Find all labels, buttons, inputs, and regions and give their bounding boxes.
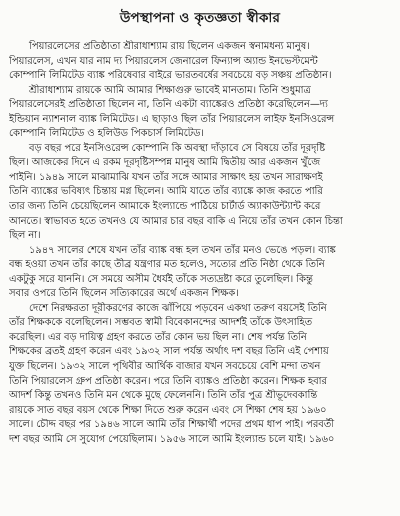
text-line: কোম্পানি লিমিটেড ব্যাঙ্ক পরিষেবার বাইরে ভারতবর্ষের সবচেয়ে বড় সঞ্চয় প্রতিষ্ঠান। <box>9 70 332 82</box>
text-line: তার জন্য তিনি চেয়েছিলেন আমাকে ইংল্যান্ডে পাঠিয়ে চার্টার্ড অ্যাকাউন্ট্যান্ট করে <box>9 201 321 213</box>
text-line: দেশে নিরক্ষরতা দূরীকরণের কাজে ঝাঁপিয়ে পড়বেন একথা তরুণ বয়সেই তিনি <box>29 302 327 314</box>
text-line: বন্ধ হওয়া তখন তাঁর কাছে তীব্র যন্ত্রণার মত হলেও, সত্যের প্রতি নিষ্ঠা থেকে তিনি <box>9 259 325 271</box>
text-line: পিয়ারলেসের প্রতিষ্ঠাতা শ্রীরাধাশ্যাম রায় ছিলেন একজন স্বনামধন্য মানুষ। <box>29 41 310 52</box>
text-line: সবার ওপরে তিনি ছিলেন সত্যিকারের অর্থে একজন শিক্ষক। <box>9 288 239 300</box>
paragraph-1 <box>9 40 391 84</box>
text-line: শিক্ষকের ব্রতই গ্রহণ করেন এবং ১৯৩২ সাল পর্যন্ত অর্থাৎ দশ বছর তিনি এই পেশায় <box>9 346 329 358</box>
text-line: আদর্শ কিন্তু তখনও তিনি মন থেকে মুছে ফেলেননি। তিনি তাঁর পুত্র শ্রীভূদেবকান্তি <box>9 390 318 402</box>
text-line: রায়কে সাত বছর বয়স থেকে শিক্ষা দিতে শুরু করেন এবং সে শিক্ষা শেষ হয় ১৯৬০ <box>9 404 327 416</box>
text-line: ছিল না। <box>9 230 41 242</box>
text-line: শ্রীরাধাশ্যাম রায়কে আমি আমার শিক্ষাগুরু ভাবেই মানতাম। তিনি শুধুমাত্র <box>29 84 311 96</box>
document-title: উপস্থাপনা ও কৃতজ্ঞতা স্বীকার <box>119 10 281 26</box>
paragraph-5 <box>9 302 391 447</box>
text-line: ইন্ডিয়ান ন্যাশনাল ব্যাঙ্ক লিমিটেড। এ ছাড়াও ছিল তাঁর পিয়ারলেস লাইফ ইনসিওরেন্স <box>9 113 335 125</box>
text-line: আনতে। স্বাভাবত হতে তখনও যে আমার চার বছর বাকি এ নিয়ে তাঁর তখন কোন চিন্তা <box>9 215 343 227</box>
text-line: দশ বছর আমি সে সুযোগ পেয়েছিলাম। ১৯৫৬ সালে আমি ইংল্যান্ড চলে যাই। ১৯৬০ <box>9 433 335 445</box>
paragraph-4 <box>9 244 391 302</box>
text-line: তিনি ব্যাঙ্কের ভবিষ্যৎ চিন্তায় মগ্ন ছিলেন। আমি যাতে তাঁর ব্যাঙ্কে কাজ করতে পারি <box>9 186 323 198</box>
text-line: তাঁর শিক্ষককে বলেছিলেন। সম্ভবত স্বামী বিবেকানন্দের আদর্শই তাঁকে উৎসাহিত <box>9 317 313 329</box>
text-line: কোম্পানি লিমিটেড ও হলিউড পিকচার্স লিমিটেড। <box>9 128 204 140</box>
text-line: ছিল। আজকের দিনে এ রকম দূরদৃষ্টিসম্পন্ন মানুষ আমি দ্বিতীয় আর একজন খুঁজে <box>9 157 321 169</box>
paragraph-3 <box>9 142 391 244</box>
text-line: বড় বছর পরে ইনসিওরেন্স কোম্পানি কি অবস্থা দাঁড়াবে সে বিষয়ে তাঁর দূরদৃষ্টি <box>29 142 326 154</box>
text-line: সালে। চৌদ্দ বছর পর ১৯৪৬ সালে আমি তাঁর শিক্ষার্থী পদের প্রথম ধাপ পাই। পরবর্তী <box>9 419 334 431</box>
paragraph-2 <box>9 84 391 142</box>
text-line: পিয়ারলেসেরই প্রতিষ্ঠাতা ছিলেন না, তিনি একটা ব্যাঙ্কেরও প্রতিষ্ঠা করেছিলেন—দ্য <box>9 99 328 111</box>
text-line: একটুকু সরে যাননি। সে সময়ে অসীম ধৈর্যই তাঁকে সত্যদ্রষ্টা করে তুলেছিল। কিন্তু <box>9 273 313 285</box>
text-line: তিনি পিয়ারলেস গ্রুপ প্রতিষ্ঠা করেন। পরে তিনি ব্যাঙ্কও প্রতিষ্ঠা করেন। শিক্ষক হবার <box>9 375 327 387</box>
text-line: যুক্ত ছিলেন। ১৯৩২ সালে পৃথিবীর আর্থিক বাজার যখন সবচেয়ে বেশি মন্দা তখন <box>9 361 321 373</box>
text-line: পাইনি। ১৯৪৯ সালে মাঝামাঝি যখন তাঁর সঙ্গে আমার সাক্ষাৎ হয় তখন সারাক্ষণই <box>9 171 323 183</box>
text-line: ১৯৪৭ সালের শেষে যখন তাঁর ব্যাঙ্ক বন্ধ হল তখন তাঁর মনও ভেঙে পড়ল। ব্যাঙ্ক <box>29 244 336 256</box>
text-line: পিয়ারলেস, এখন যার নাম দ্য পিয়ারলেস জেনারেল ফিন্যান্স অ্যান্ড ইনভেস্টমেন্ট <box>9 55 318 67</box>
text-line: করেছিল। এর বড় দায়িত্ব গ্রহণ করতে তাঁর কোন ভয় ছিল না। শেষ পর্যন্ত তিনি <box>9 331 307 343</box>
